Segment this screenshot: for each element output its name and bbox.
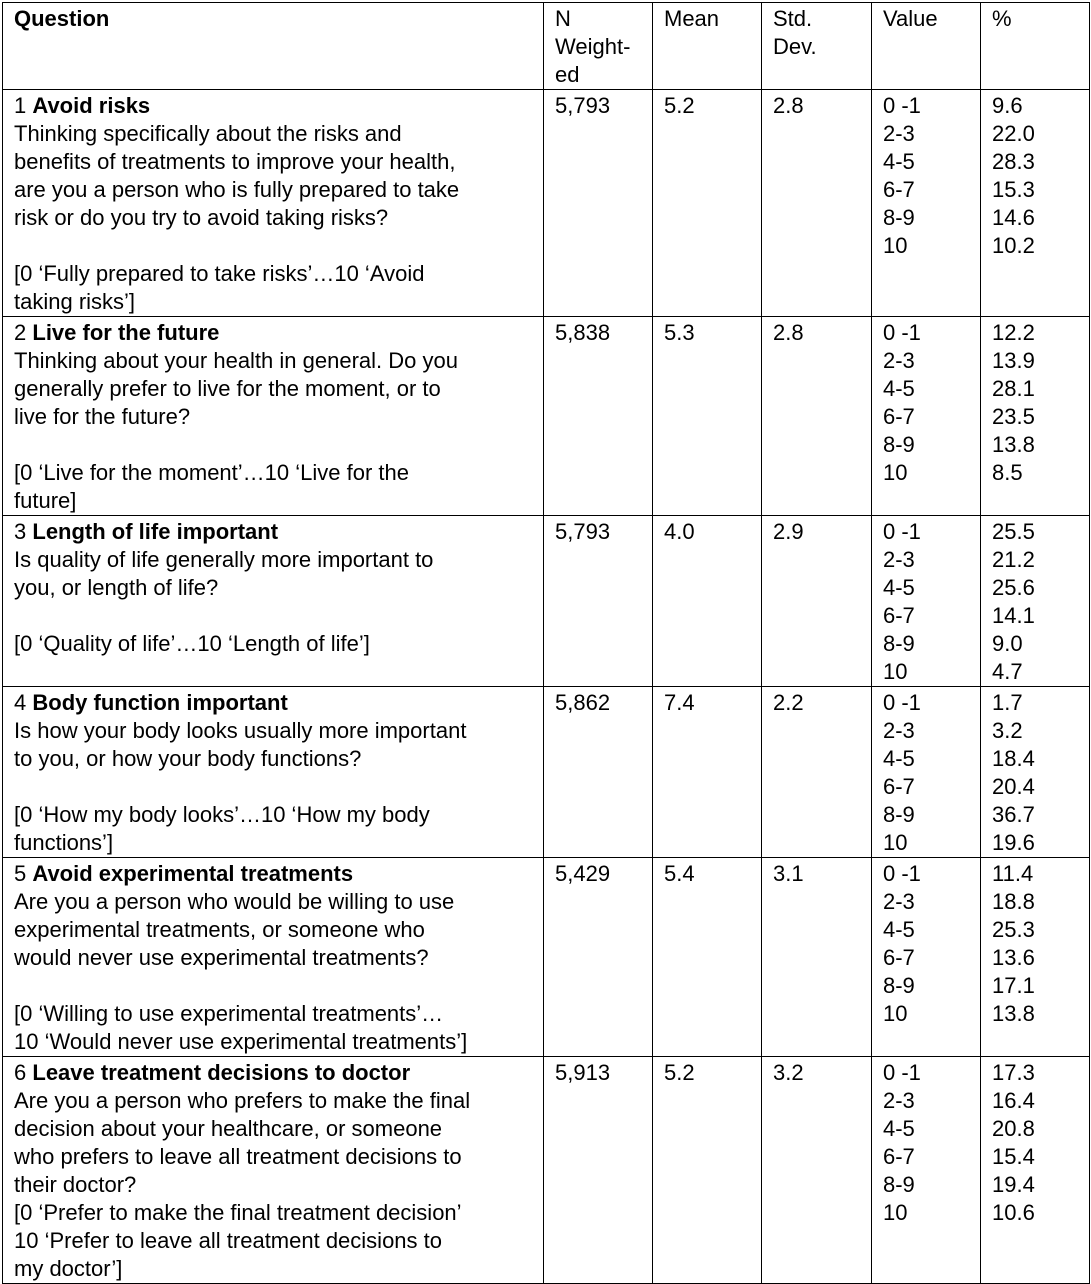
percent-value: 25.3 bbox=[992, 917, 1035, 942]
percent-cell bbox=[981, 687, 1090, 858]
percent-value: 22.0 bbox=[992, 121, 1035, 146]
percent-value: 8.5 bbox=[992, 460, 1023, 485]
question-text-line: generally prefer to live for the moment, or to bbox=[14, 376, 441, 401]
percent-value: 9.0 bbox=[992, 631, 1023, 656]
n-weighted-cell: 5,793 bbox=[544, 90, 653, 317]
question-text-line: benefits of treatments to improve your health, bbox=[14, 149, 456, 174]
question-number: 3 bbox=[14, 519, 27, 544]
percent-value: 23.5 bbox=[992, 404, 1035, 429]
value-range: 4-5 bbox=[883, 575, 915, 600]
question-text-line: you, or length of life? bbox=[14, 575, 219, 600]
value-range: 6-7 bbox=[883, 774, 915, 799]
question-cell bbox=[3, 1057, 544, 1284]
percent-value: 3.2 bbox=[992, 718, 1023, 743]
n-weighted-cell: 5,862 bbox=[544, 687, 653, 858]
percent-value: 21.2 bbox=[992, 547, 1035, 572]
question-text-line: who prefers to leave all treatment decisions to bbox=[14, 1144, 462, 1169]
percent-value: 1.7 bbox=[992, 690, 1023, 715]
question-text-line: live for the future? bbox=[14, 404, 191, 429]
percent-value: 15.4 bbox=[992, 1144, 1035, 1169]
mean-cell: 5.4 bbox=[653, 858, 762, 1057]
question-heading bbox=[14, 319, 533, 347]
value-range: 8-9 bbox=[883, 432, 915, 457]
percent-cell bbox=[981, 317, 1090, 516]
std-dev-cell: 2.9 bbox=[762, 516, 872, 687]
mean-cell: 5.2 bbox=[653, 1057, 762, 1284]
value-range: 10 bbox=[883, 233, 908, 258]
percent-value: 13.9 bbox=[992, 348, 1035, 373]
n-weighted-cell: 5,793 bbox=[544, 516, 653, 687]
header-n-line: N bbox=[555, 6, 571, 31]
spacer bbox=[14, 431, 533, 459]
question-text-line: experimental treatments, or someone who bbox=[14, 917, 425, 942]
percent-cell bbox=[981, 1057, 1090, 1284]
scale-anchor-line: [0 ‘How my body looks’…10 ‘How my body bbox=[14, 802, 430, 827]
value-range: 10 bbox=[883, 1001, 908, 1026]
question-text-line: Thinking about your health in general. Do you bbox=[14, 348, 458, 373]
header-row bbox=[3, 3, 1090, 90]
percent-value: 14.6 bbox=[992, 205, 1035, 230]
value-range: 6-7 bbox=[883, 404, 915, 429]
question-title: Live for the future bbox=[32, 320, 220, 345]
percent-value: 18.8 bbox=[992, 889, 1035, 914]
question-number: 4 bbox=[14, 690, 27, 715]
header-std-line: Dev. bbox=[773, 34, 817, 59]
percent-value: 20.8 bbox=[992, 1116, 1035, 1141]
value-range: 2-3 bbox=[883, 547, 915, 572]
scale-anchor-line: 10 ‘Would never use experimental treatments’] bbox=[14, 1029, 468, 1054]
value-cell bbox=[872, 317, 981, 516]
header-mean: Mean bbox=[653, 3, 762, 90]
std-dev-cell: 2.8 bbox=[762, 90, 872, 317]
mean-cell: 5.2 bbox=[653, 90, 762, 317]
question-title: Body function important bbox=[32, 690, 288, 715]
value-range: 6-7 bbox=[883, 945, 915, 970]
percent-value: 10.6 bbox=[992, 1200, 1035, 1225]
value-cell bbox=[872, 858, 981, 1057]
survey-results-table bbox=[2, 2, 1090, 1284]
header-std-line: Std. bbox=[773, 6, 813, 31]
scale-anchor-line: my doctor’] bbox=[14, 1256, 123, 1281]
scale-anchor-line: [0 ‘Live for the moment’…10 ‘Live for the bbox=[14, 460, 409, 485]
mean-cell: 7.4 bbox=[653, 687, 762, 858]
question-cell bbox=[3, 516, 544, 687]
value-cell bbox=[872, 1057, 981, 1284]
percent-cell bbox=[981, 516, 1090, 687]
value-range: 2-3 bbox=[883, 348, 915, 373]
question-text-line: their doctor? bbox=[14, 1172, 137, 1197]
percent-value: 11.4 bbox=[992, 861, 1034, 886]
question-title: Leave treatment decisions to doctor bbox=[32, 1060, 411, 1085]
question-number: 5 bbox=[14, 861, 27, 886]
scale-anchor-line: 10 ‘Prefer to leave all treatment decisions to bbox=[14, 1228, 443, 1253]
value-range: 10 bbox=[883, 830, 908, 855]
scale-anchor-line: [0 ‘Prefer to make the final treatment decision’ bbox=[14, 1200, 462, 1225]
value-range: 0 -1 bbox=[883, 690, 921, 715]
std-dev-cell: 2.8 bbox=[762, 317, 872, 516]
header-std-dev bbox=[762, 3, 872, 90]
value-range: 4-5 bbox=[883, 1116, 915, 1141]
value-range: 0 -1 bbox=[883, 861, 921, 886]
question-heading bbox=[14, 860, 533, 888]
value-cell bbox=[872, 90, 981, 317]
percent-value: 10.2 bbox=[992, 233, 1035, 258]
question-cell bbox=[3, 317, 544, 516]
percent-value: 19.4 bbox=[992, 1172, 1035, 1197]
n-weighted-cell: 5,429 bbox=[544, 858, 653, 1057]
scale-anchor-line: future] bbox=[14, 488, 77, 513]
percent-value: 28.3 bbox=[992, 149, 1035, 174]
question-heading bbox=[14, 518, 533, 546]
question-heading bbox=[14, 689, 533, 717]
header-question: Question bbox=[3, 3, 544, 90]
percent-value: 13.6 bbox=[992, 945, 1035, 970]
value-range: 0 -1 bbox=[883, 1060, 921, 1085]
percent-value: 13.8 bbox=[992, 432, 1035, 457]
question-text-line: Are you a person who would be willing to use bbox=[14, 889, 455, 914]
question-number: 1 bbox=[14, 93, 27, 118]
scale-anchor-line: [0 ‘Fully prepared to take risks’…10 ‘Avoid bbox=[14, 261, 425, 286]
value-cell bbox=[872, 516, 981, 687]
value-range: 8-9 bbox=[883, 973, 915, 998]
percent-value: 28.1 bbox=[992, 376, 1035, 401]
value-range: 8-9 bbox=[883, 802, 915, 827]
percent-value: 19.6 bbox=[992, 830, 1035, 855]
value-range: 2-3 bbox=[883, 718, 915, 743]
percent-cell bbox=[981, 90, 1090, 317]
spacer bbox=[14, 773, 533, 801]
percent-value: 25.6 bbox=[992, 575, 1035, 600]
n-weighted-cell: 5,838 bbox=[544, 317, 653, 516]
question-text-line: decision about your healthcare, or someone bbox=[14, 1116, 443, 1141]
std-dev-cell: 2.2 bbox=[762, 687, 872, 858]
value-range: 4-5 bbox=[883, 917, 915, 942]
scale-anchor-line: taking risks’] bbox=[14, 289, 136, 314]
question-title: Length of life important bbox=[32, 519, 279, 544]
value-range: 8-9 bbox=[883, 205, 915, 230]
spacer bbox=[14, 232, 533, 260]
percent-value: 14.1 bbox=[992, 603, 1035, 628]
question-cell bbox=[3, 90, 544, 317]
percent-value: 16.4 bbox=[992, 1088, 1035, 1113]
value-range: 8-9 bbox=[883, 631, 915, 656]
header-percent: % bbox=[981, 3, 1090, 90]
question-text-line: risk or do you try to avoid taking risks? bbox=[14, 205, 389, 230]
std-dev-cell: 3.2 bbox=[762, 1057, 872, 1284]
percent-value: 36.7 bbox=[992, 802, 1035, 827]
header-n-line: Weight- bbox=[555, 34, 631, 59]
question-heading bbox=[14, 1059, 533, 1087]
value-range: 4-5 bbox=[883, 149, 915, 174]
scale-anchor-line: functions’] bbox=[14, 830, 114, 855]
header-n-weighted bbox=[544, 3, 653, 90]
question-text-line: are you a person who is fully prepared to take bbox=[14, 177, 460, 202]
value-range: 6-7 bbox=[883, 1144, 915, 1169]
table-row bbox=[3, 90, 1090, 317]
question-cell bbox=[3, 858, 544, 1057]
value-range: 0 -1 bbox=[883, 519, 921, 544]
percent-value: 20.4 bbox=[992, 774, 1035, 799]
question-number: 2 bbox=[14, 320, 27, 345]
spacer bbox=[14, 602, 533, 630]
percent-value: 17.1 bbox=[992, 973, 1035, 998]
question-text-line: Are you a person who prefers to make the final bbox=[14, 1088, 471, 1113]
percent-value: 13.8 bbox=[992, 1001, 1035, 1026]
question-title: Avoid risks bbox=[32, 93, 151, 118]
mean-cell: 4.0 bbox=[653, 516, 762, 687]
question-title: Avoid experimental treatments bbox=[32, 861, 354, 886]
value-range: 10 bbox=[883, 1200, 908, 1225]
value-range: 0 -1 bbox=[883, 320, 921, 345]
question-number: 6 bbox=[14, 1060, 27, 1085]
question-cell bbox=[3, 687, 544, 858]
scale-anchor-line: [0 ‘Quality of life’…10 ‘Length of life’] bbox=[14, 631, 370, 656]
value-range: 8-9 bbox=[883, 1172, 915, 1197]
table-row bbox=[3, 317, 1090, 516]
percent-value: 12.2 bbox=[992, 320, 1035, 345]
spacer bbox=[14, 972, 533, 1000]
percent-cell bbox=[981, 858, 1090, 1057]
value-range: 6-7 bbox=[883, 603, 915, 628]
value-range: 10 bbox=[883, 659, 908, 684]
n-weighted-cell: 5,913 bbox=[544, 1057, 653, 1284]
percent-value: 25.5 bbox=[992, 519, 1035, 544]
value-range: 4-5 bbox=[883, 746, 915, 771]
value-range: 6-7 bbox=[883, 177, 915, 202]
std-dev-cell: 3.1 bbox=[762, 858, 872, 1057]
value-range: 0 -1 bbox=[883, 93, 921, 118]
question-heading bbox=[14, 92, 533, 120]
mean-cell: 5.3 bbox=[653, 317, 762, 516]
table-row bbox=[3, 858, 1090, 1057]
question-text-line: Is how your body looks usually more important bbox=[14, 718, 467, 743]
table-row bbox=[3, 687, 1090, 858]
header-value: Value bbox=[872, 3, 981, 90]
percent-value: 4.7 bbox=[992, 659, 1023, 684]
question-text-line: to you, or how your body functions? bbox=[14, 746, 362, 771]
value-range: 2-3 bbox=[883, 1088, 915, 1113]
percent-value: 18.4 bbox=[992, 746, 1035, 771]
question-text-line: Thinking specifically about the risks and bbox=[14, 121, 402, 146]
table-row bbox=[3, 516, 1090, 687]
value-cell bbox=[872, 687, 981, 858]
scale-anchor-line: [0 ‘Willing to use experimental treatments’… bbox=[14, 1001, 444, 1026]
header-n-line: ed bbox=[555, 62, 580, 87]
value-range: 2-3 bbox=[883, 121, 915, 146]
table-row bbox=[3, 1057, 1090, 1284]
value-range: 10 bbox=[883, 460, 908, 485]
value-range: 2-3 bbox=[883, 889, 915, 914]
question-text-line: Is quality of life generally more important to bbox=[14, 547, 434, 572]
percent-value: 17.3 bbox=[992, 1060, 1035, 1085]
percent-value: 9.6 bbox=[992, 93, 1023, 118]
value-range: 4-5 bbox=[883, 376, 915, 401]
question-text-line: would never use experimental treatments? bbox=[14, 945, 429, 970]
percent-value: 15.3 bbox=[992, 177, 1035, 202]
